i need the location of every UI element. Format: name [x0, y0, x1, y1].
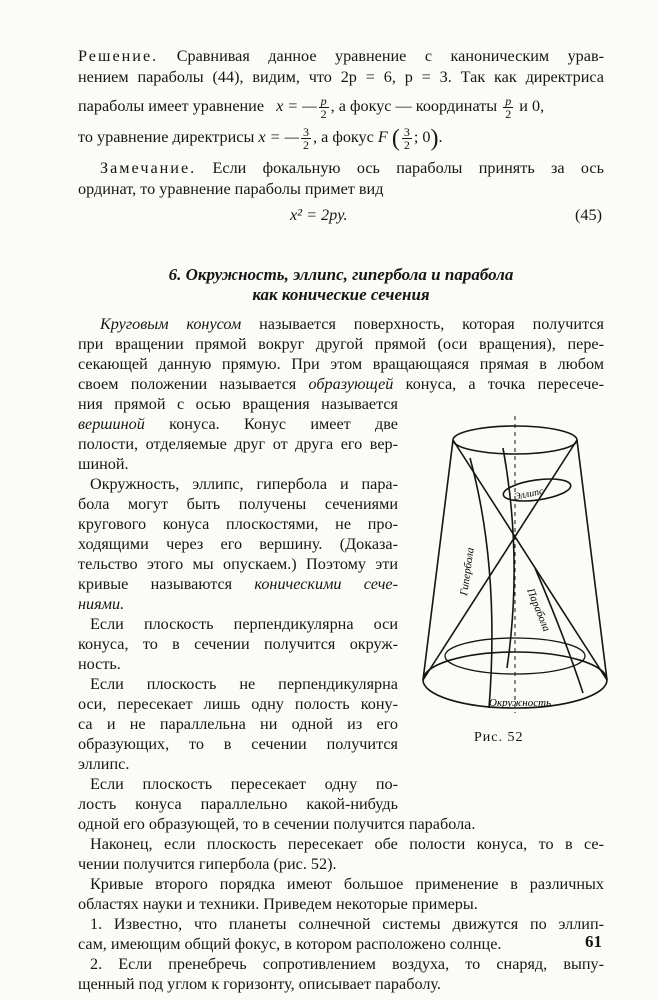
paren-close: ) — [430, 125, 439, 152]
cone-outline-cross-2 — [423, 440, 577, 680]
body-line: тельство этого мы опускаем.) Поэтому эти — [78, 555, 398, 573]
body-line: при вращении прямой вокруг другой прямой (оси вращения), пере- — [78, 335, 604, 353]
body-line: са и не параллельна ни одной из его — [78, 715, 398, 733]
solution-text-4a: то уравнение директрисы — [78, 128, 255, 147]
focus-F: F — [377, 128, 388, 147]
body-line: шиной. — [78, 455, 129, 473]
body-line — [78, 474, 398, 494]
solution-text-3a: параболы имеет уравнение — [78, 97, 265, 116]
directrix-x-expr: x = — — [276, 97, 317, 116]
cone-generatrix-left — [423, 440, 453, 680]
solution-line-4 — [78, 126, 443, 151]
body-text: Наконец, если плоскость пересекает обе полости конуса, то в се- — [90, 835, 604, 853]
body-line: лость конуса параллельно какой-нибудь — [78, 795, 398, 813]
body-line — [78, 574, 398, 594]
hyperbola-upper — [503, 448, 514, 668]
body-line: ходящими через его вершину. (Доказа- — [78, 535, 398, 553]
frac-numerator: 3 — [403, 125, 410, 139]
solution-text-3c: , а фокус — координаты — [330, 97, 498, 116]
body-line — [78, 674, 398, 694]
solution-text-1: Сравнивая данное уравнение с каноническим урав- — [176, 47, 604, 65]
page-number: 61 — [585, 932, 602, 951]
cone-outline-cross-1 — [453, 440, 607, 680]
body-text: конуса, а точка пересече- — [405, 375, 605, 393]
term-circular-cone: Круговым конусом — [100, 315, 242, 333]
solution-line-3 — [78, 95, 544, 120]
cone-generatrix-right — [577, 440, 607, 680]
body-line: чении получится гипербола (рис. 52). — [78, 855, 337, 873]
body-text: называется поверхность, которая получится — [259, 315, 604, 333]
body-line — [78, 314, 604, 334]
solution-text-3d: и 0, — [519, 97, 545, 116]
remark-text-1: Если фокальную ось параболы принять за ось — [212, 159, 605, 177]
frac-denominator: 2 — [320, 107, 327, 121]
frac-numerator: p — [320, 94, 327, 108]
frac-denominator: 2 — [505, 107, 512, 121]
paren-open: ( — [391, 125, 400, 152]
body-text: Окружность, эллипс, гипербола и пара- — [90, 475, 398, 493]
body-line: ниями. — [78, 595, 125, 613]
directrix-value-expr: x = — — [258, 128, 299, 147]
remark-line-1 — [78, 158, 604, 178]
period: . — [438, 128, 443, 147]
term-conic-sections: коническими сече- — [254, 575, 399, 593]
body-line — [78, 374, 604, 394]
figure-caption: Рис. 52 — [474, 730, 524, 745]
body-text: кривые называются — [78, 575, 233, 593]
body-line: оси, пересекает лишь одну полость кону- — [78, 695, 398, 713]
body-text: Если плоскость не перпендикулярна — [90, 675, 398, 693]
label-parabola: Парабола — [524, 586, 553, 634]
equation-45: x² = 2py. — [290, 206, 348, 224]
frac-denominator: 2 — [403, 138, 410, 152]
body-text: Если плоскость перпендикулярна оси — [90, 615, 398, 633]
body-line: кругового конуса плоскостями, не про- — [78, 515, 398, 533]
body-line: щенный под углом к горизонту, описывает параболу. — [78, 975, 441, 993]
frac-numerator: 3 — [303, 125, 309, 139]
body-line: полости, отделяемые друг от друга его вер- — [78, 435, 398, 453]
body-line: бола могут быть получены сечениями — [78, 495, 398, 513]
cone-figure — [415, 408, 615, 728]
equation-number: (45) — [575, 206, 602, 224]
solution-line-2: нением параболы (44), видим, что 2p = 6, p = 3. Так как директриса — [78, 68, 604, 86]
body-line: 1. Известно, что планеты солнечной системы движутся по эллип- — [90, 915, 604, 933]
body-line — [78, 874, 604, 894]
term-generatrix: образующей — [308, 375, 394, 393]
body-line: образующих, то в сечении получится — [78, 735, 398, 753]
body-line: областях науки и техники. Приведем некоторые примеры. — [78, 895, 478, 913]
body-line: сам, имеющим общий фокус, в котором расположено солнце. — [78, 935, 502, 953]
remark-line-2: ординат, то уравнение параболы примет вид — [78, 180, 384, 198]
body-line — [78, 774, 398, 794]
fraction-3-over-2-b — [402, 126, 412, 151]
label-hyperbola: Гипербола — [458, 546, 477, 597]
body-text: Если плоскость пересекает одну по- — [90, 775, 398, 793]
solution-line-1 — [78, 46, 604, 66]
section-heading-line-1: 6. Окружность, эллипс, гипербола и парабола — [168, 265, 514, 284]
body-line — [78, 414, 398, 434]
body-text: своем положении называется — [78, 375, 297, 393]
remark-label: Замечание. — [100, 159, 197, 177]
body-line — [78, 834, 604, 854]
fraction-3-over-2 — [301, 126, 311, 151]
label-ellipse: Эллипс — [513, 485, 545, 503]
solution-text-4c: , а фокус — [313, 128, 374, 147]
body-line: эллипс. — [78, 755, 130, 773]
section-heading-line-2: как конические сечения — [252, 285, 430, 304]
body-line: одной его образующей, то в сечении получится парабола. — [78, 815, 476, 833]
label-circle: Окружность — [489, 697, 552, 709]
fraction-p-over-2-b — [503, 95, 513, 120]
body-text: Кривые второго порядка имеют большое применение в различных — [90, 875, 604, 893]
body-line — [78, 614, 398, 634]
body-line: 2. Если пренебречь сопротивлением воздуха, то снаряд, выпу- — [90, 955, 604, 973]
body-line: конуса, то в сечении получится окруж- — [78, 635, 398, 653]
body-line: секающей данную прямую. При этом вращающаяся прямая в любом — [78, 355, 604, 373]
frac-numerator: p — [505, 94, 512, 108]
focus-coord-tail: ; 0 — [413, 128, 431, 147]
body-line: ния прямой с осью вращения называется — [78, 395, 398, 413]
body-text: конуса. Конус имеет две — [169, 415, 398, 433]
solution-label: Решение. — [78, 47, 159, 65]
term-vertex: вершиной — [78, 415, 145, 433]
body-line: ность. — [78, 655, 121, 673]
frac-denominator: 2 — [303, 138, 309, 152]
fraction-p-over-2 — [319, 95, 329, 120]
